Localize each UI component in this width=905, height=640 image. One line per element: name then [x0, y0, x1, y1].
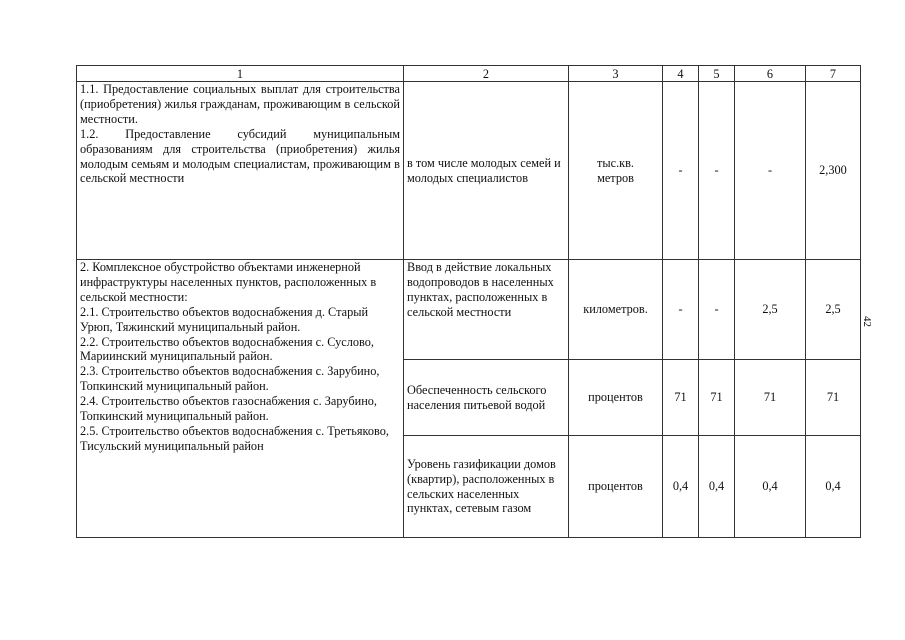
col-header-7: 7 [806, 66, 861, 82]
value-col4: - [663, 82, 699, 260]
value-col6: 0,4 [735, 436, 806, 538]
table-row [77, 82, 861, 260]
page-number: 42 [861, 316, 873, 327]
value-col7: 0,4 [806, 436, 861, 538]
value-col7: 71 [806, 360, 861, 436]
measure-description: 2. Комплексное обустройство объектами инженерной инфраструктуры населенных пунктов, расположенных в сельской местности: 2.1. Строительство объектов водоснабжения д. Старый Урюп, Тяжинский муниципальный район. 2.2. Строительство объектов водоснабжения с. Суслово, Мариинский муниципальный район. 2.3. Строительство объектов водоснабжения с. Зарубино, Топкинский муниципальный район. 2.4. Строительство объектов газоснабжения с. Зарубино, Топкинский муниципальный район. 2.5. Строительство объектов водоснабжения с. Третьяково, Тисульский муниципальный район [77, 260, 404, 538]
value-col5: 0,4 [699, 436, 735, 538]
value-col6: - [735, 82, 806, 260]
col-header-3: 3 [569, 66, 663, 82]
value-col5: 71 [699, 360, 735, 436]
unit-cell: километров. [569, 260, 663, 360]
indicator-name: в том числе молодых семей и молодых специалистов [404, 82, 569, 260]
value-col5: - [699, 82, 735, 260]
col-header-1: 1 [77, 66, 404, 82]
unit-cell: процентов [569, 436, 663, 538]
value-col7: 2,300 [806, 82, 861, 260]
value-col4: 0,4 [663, 436, 699, 538]
unit-cell: процентов [569, 360, 663, 436]
col-header-4: 4 [663, 66, 699, 82]
column-number-row [77, 66, 861, 82]
value-col7: 2,5 [806, 260, 861, 360]
col-header-5: 5 [699, 66, 735, 82]
value-col4: 71 [663, 360, 699, 436]
value-col4: - [663, 260, 699, 360]
col-header-6: 6 [735, 66, 806, 82]
value-col5: - [699, 260, 735, 360]
measure-description: 1.1. Предоставление социальных выплат для строительства (приобретения) жилья гражданам, проживающим в сельской местности. 1.2. Предоставление субсидий муниципальным образованиям для строительства (приобретения) жилья молодым семьям и молодым специалистам, проживающим в сельской местности [77, 82, 404, 260]
value-col6: 71 [735, 360, 806, 436]
indicator-name: Уровень газификации домов (квартир), расположенных в сельских населенных пунктах, сетевым газом [404, 436, 569, 538]
indicator-name: Ввод в действие локальных водопроводов в населенных пунктах, расположенных в сельской местности [404, 260, 569, 360]
unit-cell: тыс.кв. метров [569, 82, 663, 260]
indicator-name: Обеспеченность сельского населения питьевой водой [404, 360, 569, 436]
table-row [77, 260, 861, 360]
value-col6: 2,5 [735, 260, 806, 360]
indicators-table [76, 65, 861, 538]
col-header-2: 2 [404, 66, 569, 82]
